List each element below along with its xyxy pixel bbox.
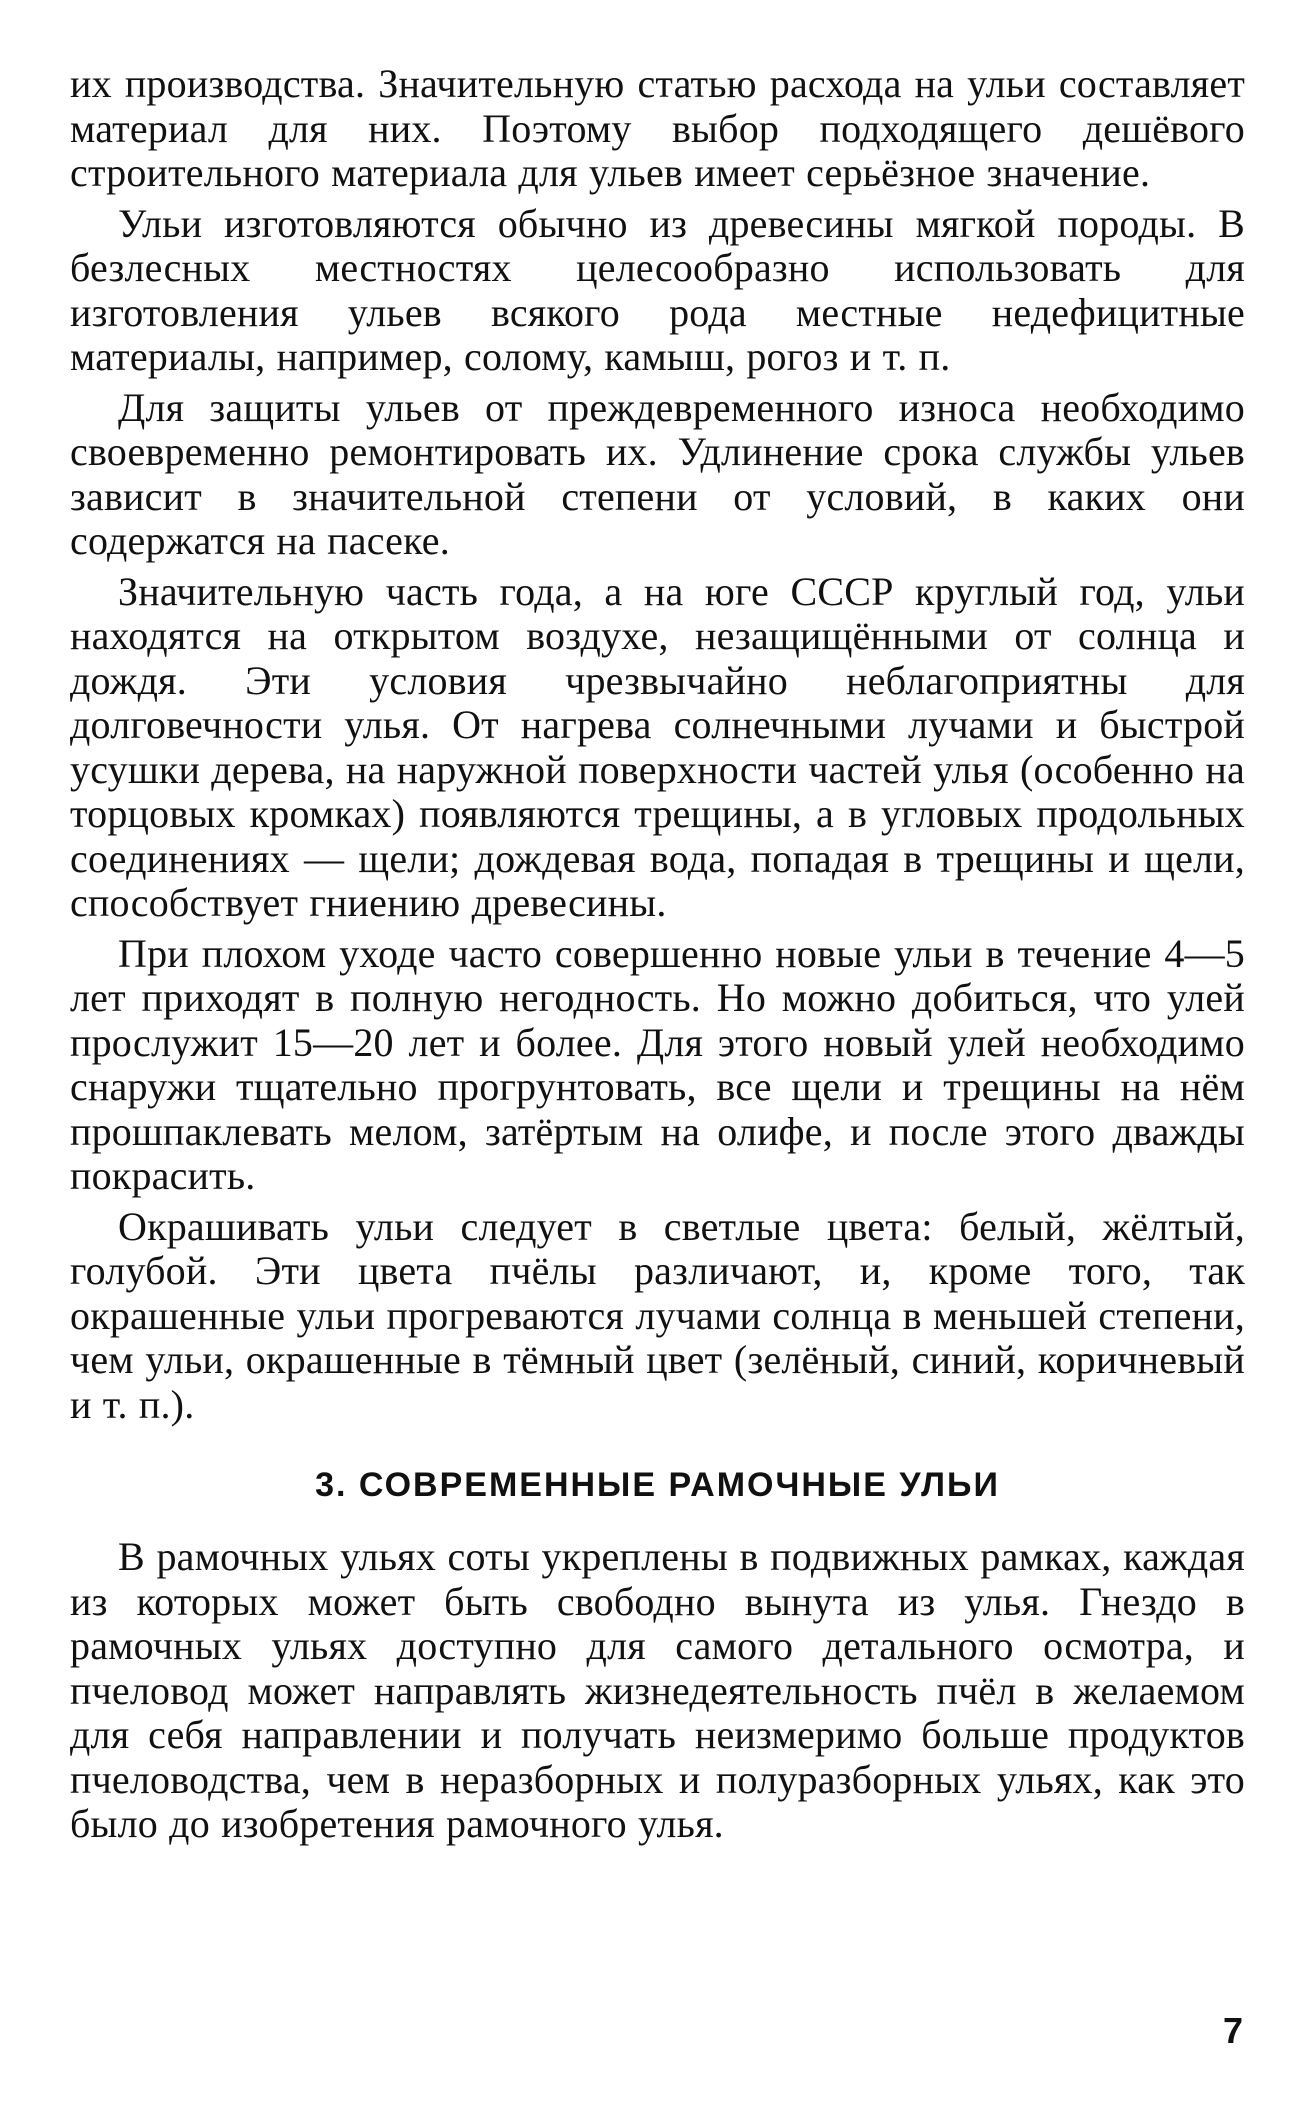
page-number: 7 — [1222, 2010, 1243, 2051]
paragraph-colors: Окрашивать ульи следует в светлые цвета: белый, жёлтый, голубой. Эти цвета пчёлы различают, и, кроме того, так окрашенные ульи прогреваются лучами солнца в меньшей степени, чем ульи, окрашенные в тёмный цвет (зелёный, синий, коричневый и т. п.). — [70, 1203, 1245, 1427]
paragraph-wood-materials: Ульи изготовляются обычно из древесины мягкой породы. В безлесных местностях целесообразно использовать для изготовления ульев всякого рода местные недефицитные материалы, например, солому, камыш, рогоз и т. п. — [70, 200, 1245, 379]
page-body — [70, 62, 1245, 1847]
section-heading: 3. СОВРЕМЕННЫЕ РАМОЧНЫЕ УЛЬИ — [315, 1466, 1000, 1504]
paragraph-weather-damage: Значительную часть года, а на юге СССР круглый год, ульи находятся на открытом воздухе, незащищёнными от солнца и дождя. Эти условия чрезвычайно неблагоприятны для долговечности улья. От нагрева солнечными лучами и быстрой усушки дерева, на наружной поверхности частей улья (особенно на торцовых кромках) появляются трещины, а в угловых продольных соединениях — щели; дождевая вода, попадая в трещины и щели, способствует гниению древесины. — [70, 568, 1245, 925]
paragraph-frame-hives: В рамочных ульях соты укреплены в подвижных рамках, каждая из которых может быть свободно вынута из улья. Гнездо в рамочных ульях доступно для самого детального осмотра, и пчеловод может направлять жизнедеятельность пчёл в желаемом для себя направлении и получать неизмеримо больше продуктов пчеловодства, чем в неразборных и полуразборных ульях, как это было до изобретения рамочного улья. — [70, 1534, 1245, 1846]
paragraph-continuation: их производства. Значительную статью расхода на ульи составляет материал для них. Поэтому выбор подходящего дешёвого строительного материала для ульев имеет серьёзное значение. — [70, 61, 1245, 195]
paragraph-repair: Для защиты ульев от преждевременного износа необходимо своевременно ремонтировать их. Удлинение срока службы ульев зависит в значительной степени от условий, в каких они содержатся на пасеке. — [70, 384, 1245, 563]
paragraph-care: При плохом уходе часто совершенно новые ульи в течение 4—5 лет приходят в полную негодность. Но можно добиться, что улей прослужит 15—20 лет и более. Для этого новый улей необходимо снаружи тщательно прогрунтовать, все щели и трещины на нём прошпаклевать мелом, затёртым на олифе, и после этого дважды покрасить. — [70, 930, 1245, 1198]
